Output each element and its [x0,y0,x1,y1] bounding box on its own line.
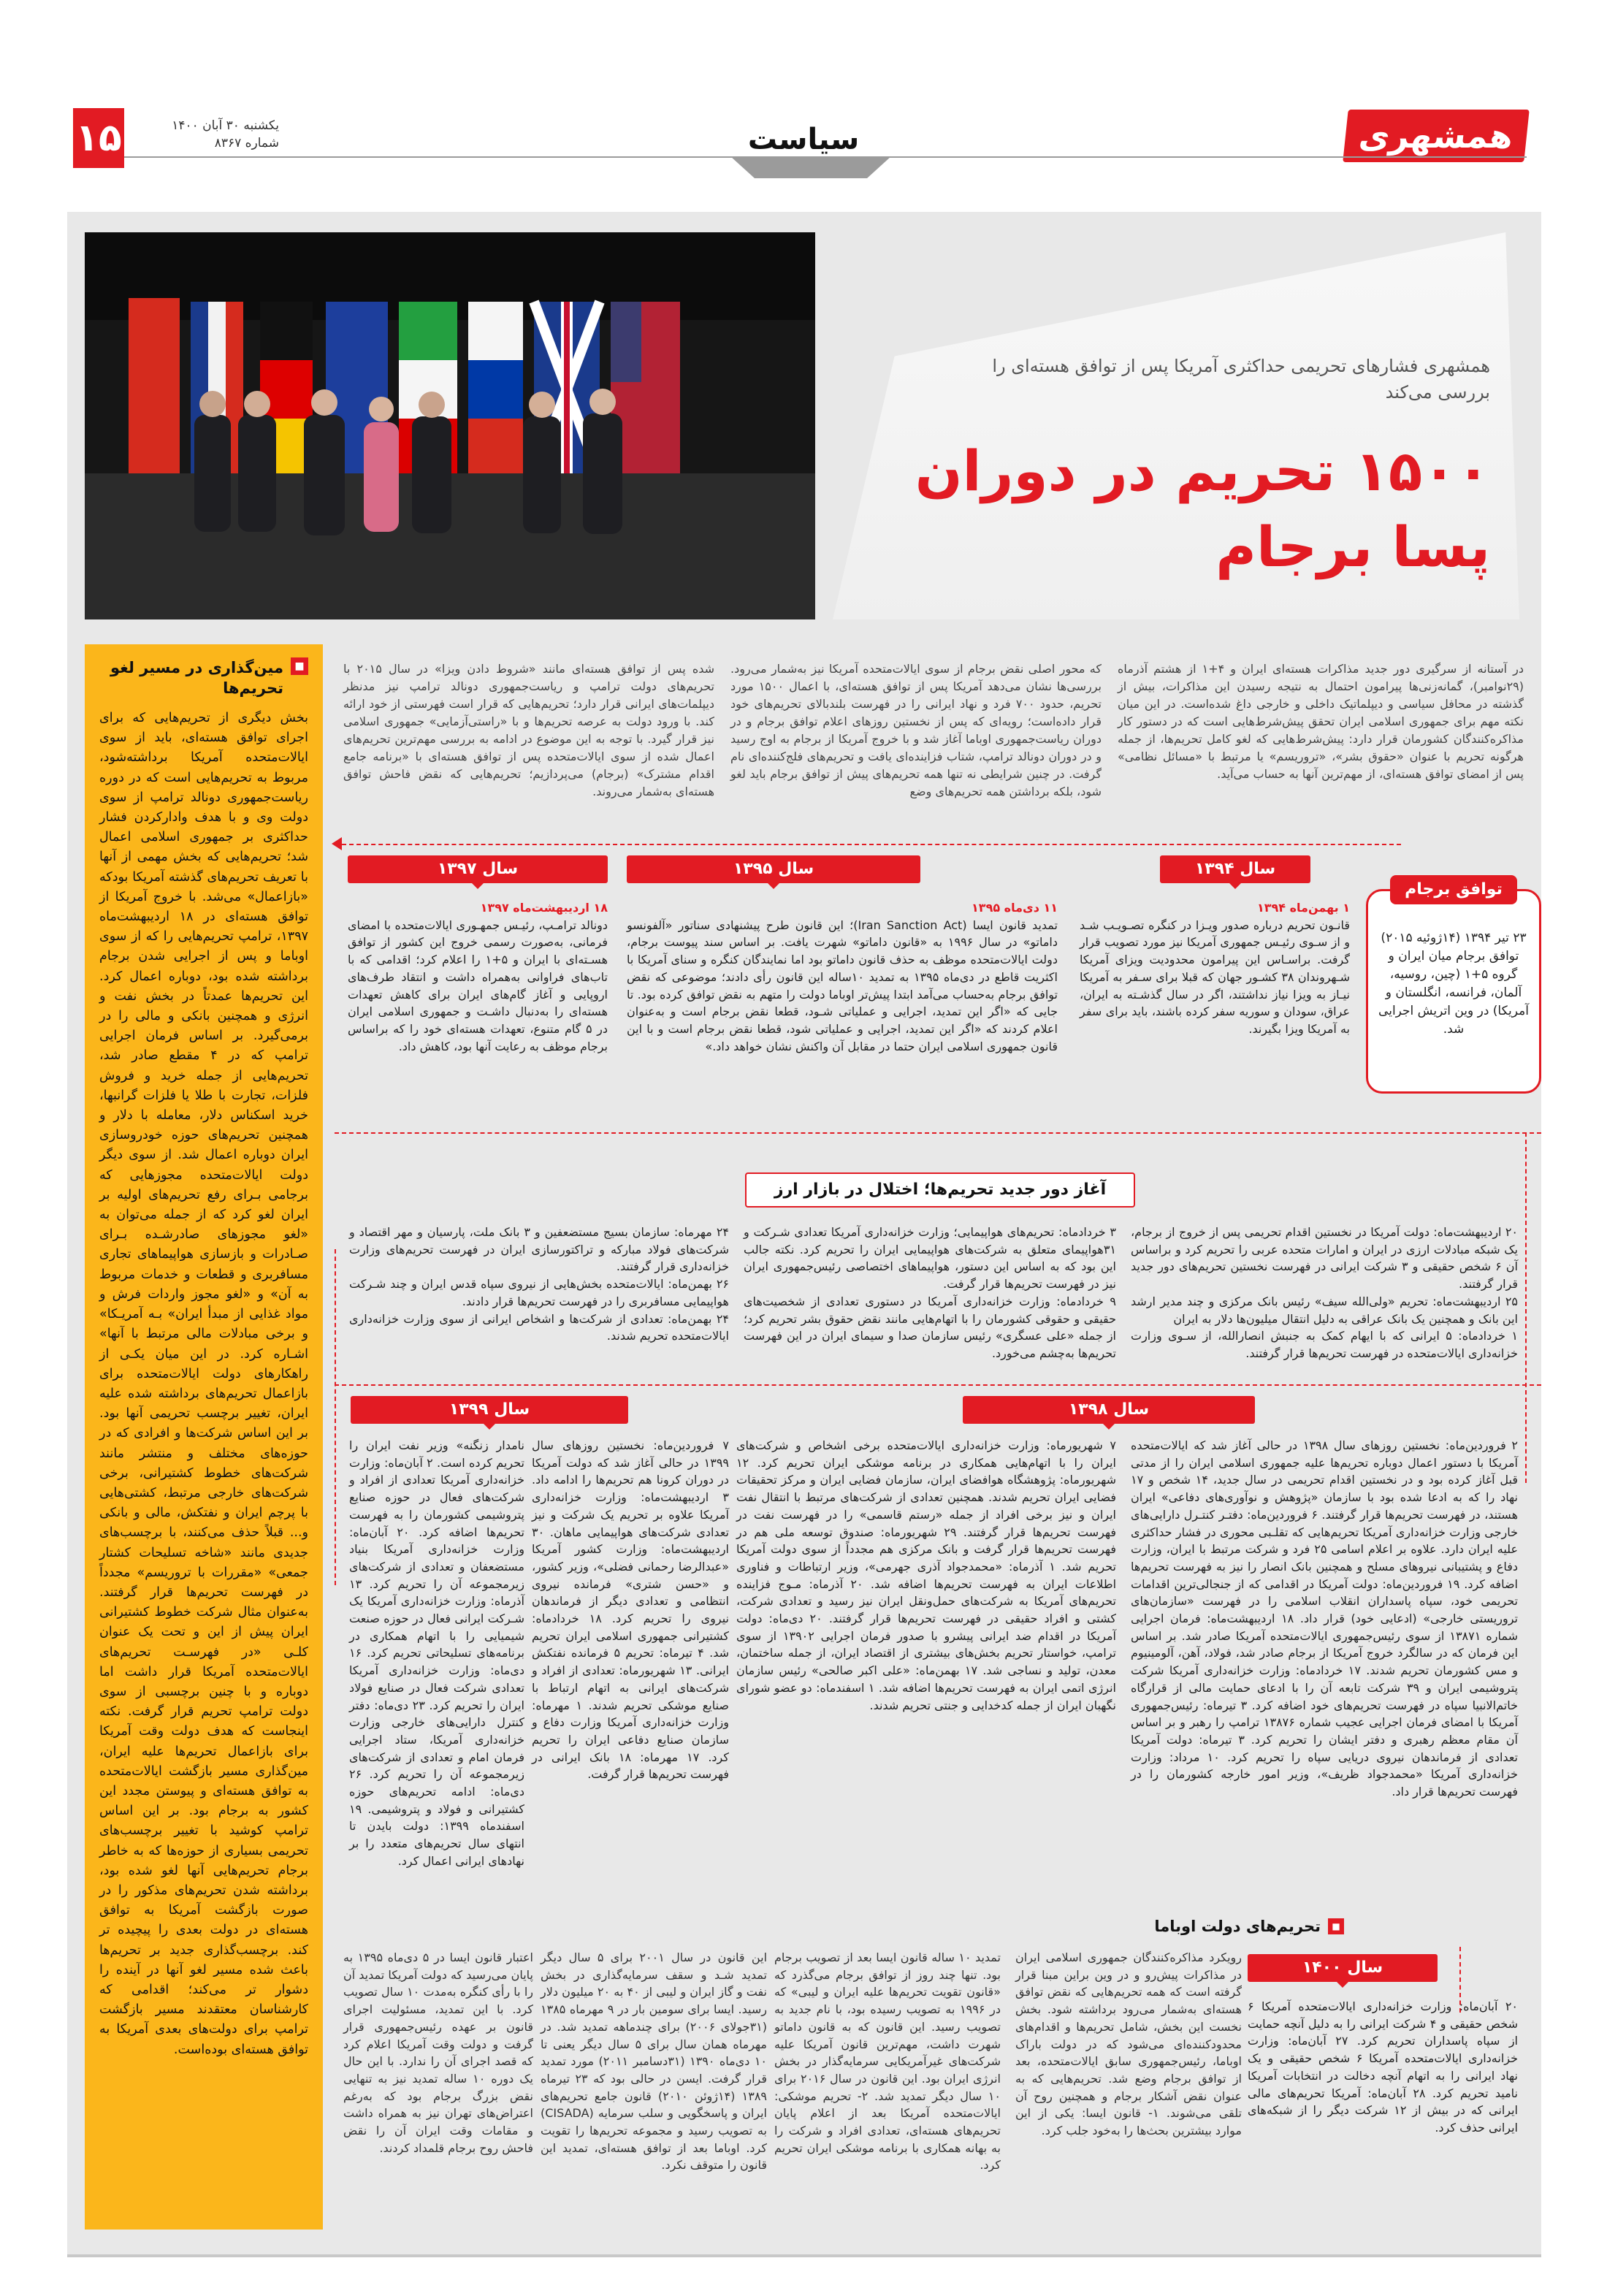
sidebar-body: بخش دیگری از تحریم‌هایی که برای اجرای توافق هسته‌ای، باید از سوی ایالات‌متحده آمریکا برداشته‌شود، مربوط به تحریم‌هایی است که در دوره ریاست‌جمهوری دونالد ترامپ از سوی دولت وی و با هدف وادارکردن فشار حداکثری بر جمهوری اسلامی اعمال شد؛ تحریم‌هایی که بخش مهمی از آنها با تعریف تحریم‌های گذشته آمریکا بودکه «بازاعمال» می‌شد. با خروج آمریکا از توافق هسته‌ای در ۱۸ اردیبهشت‌ماه ۱۳۹۷، ترامپ تحریم‌هایی را که از سوی اوباما و پس از اجرایی شدن برجام برداشته شده بود، دوباره اعمال کرد. این تحریم‌ها عمدتاً در بخش نفت و انرژی و همچنین بانکی و مالی را در برمی‌گیرد. بر اساس فرمان اجرایی ترامپ که در ۴ مقطع صادر شد، تحریم‌هایی از جمله خرید و فروش فلزات، تجارت با طلا یا فلزات گرانبها، خرید اسکناس دلار، معامله با دلار و همچنین تحریم‌های حوزه خودروسازی ایران دوباره اعمال شد. از سوی دیگر دولت ایالات‌متحده مجوزهایی که برجامی بـرای رفع تحریم‌های اولیه بر ایران لغو کرد که از جمله می‌توان به «لغو مجوزهای صادرشـده بـرای صـادرات و بازسازی هواپیماهای تجاری مسافربری و قطعات و خدمات مربوط به آن» و «لغو مجوز واردات فرش و مواد غذایی از مبدأ ایران» بـه آمریـکا» و برخی مبادلات مالی مرتبط با آنها» اشـاره کرد. در این میان یکـی از راهکارهای دولت ایالات‌متحده برای بازاعمال تحریم‌های برداشته شده علیه ایران، تغییر برچسب تحریمی آنها بود. بر این اساس شرکت‌ها و افرادی که در حوزه‌های مختلف و منتشر مانند شرکت‌های خطوط کشتیرانی، برخی شرکت‌های خارجی مرتبط، کشتی‌هایی با پرچم ایران و نفتکش، مالی و بانکی و... قبلاً حذف می‌کنند، با برچسب‌های جدیدی مانند «شاخه تسلیحات کشتار جمعی» «مقررات با تروریسم» مجدداً در فهرست تحریم‌ها قرار گرفتند. به‌عنوان مثال شرکت خطوط کشتیرانی ایران پیش از این و تحت یک عنوان کلـی «در فهرسـت تحریم‌های ایالات‌متحده آمریکا قرار داشت اما دوباره و با چنین برچسبی از سوی دولت ترامپ تحریم قرار گرفت. نکته اینجاست که هدف دولت وقت آمریکا برای بازاعمال تحریم‌ها علیه ایران، مین‌گذاری مسیر بازگشت ایالات‌متحده به توافق هسته‌ای و پیوستن مجدد این کشور به برجام بود. بر این اساس ترامپ کوشید با تغییر برچسب‌های تحریمی بسیاری از حوزه‌ها که به خاطر برجام تحریم‌هایی آنها لغو شده بود، برداشته شدن تحریم‌های مذکور را در صورت بازگشت آمریکا به توافق هسته‌ای در دولت بعدی را پیچیده تر کند. برچسب‌گذاری جدید بر تحریم‌ها باعث شده مسیر لغو آنها در آینده را دشوار تر می‌کند؛ اقدامی که کارشناسان معتقدند مسیر بازگشت ترامپ برای دولت‌های بعدی آمریکا به توافق هسته‌ای بوده‌است. [99,711,308,2057]
timeline [335,844,1541,2135]
lead-column-2: که محور اصلی نقض برجام از سوی ایالات‌متحده آمریکا نیز به‌شمار می‌رود. بررسی‌ها نشان می‌دهد آمریکا پس از توافق هسته‌ای، با اعمال ۱۵۰۰ مورد تحریم، حدود ۷۰۰ فرد و نهاد ایرانی را در فهرست بلندبالای تحریم‌های خود قرار داده‌است؛ رویه‌ای که پس از نخستین روزهای اعلام توافق برجام و در دوران ریاست‌جمهوری اوباما آغاز شد و با خروج آمریکا از برجام به اوج رسید و در دوران دونالد ترامپ، شتاب فزاینده‌ای یافت و تحریم‌های فلج‌کننده‌ای نام گرفت. در چنین شرایطی نه تنها همه تحریم‌های پیش از توافق برجام باید لغو شود، بلکه برداشتن همه تحریم‌های وضع [730,662,1102,798]
obama-column-4: اعتبار قانون ایسا در ۵ دی‌ماه ۱۳۹۵ به پایان می‌رسید که دولت آمریکا تمدید آن را با رأی کنگره به‌مدت ۱۰ سال تصویب کرد. با این تمدید، مسئولیت اجرای قانون بر عهده رئیس‌جمهوری قرار گرفت و دولت وقت آمریکا اعلام کرد که قصد اجرای آن را ندارد. با این حال یک دوره ۱۰ ساله تمدید نیز به تنهایی نقض بزرگ برجام بود که به‌رغم اعتراض‌های تهران نیز به همراه داشت و مقامات وقت ایران آن را نقض فاحش روح برجام قلمداد کردند. [343,1950,534,2155]
entry-1394-text: قانـون تحریم درباره صدور ویـزا در کنگره تصـویـب شـد و از سـوی رئیـس جمهوری آمریکا نیز مورد تصویب قرار گرفت. براسـاس این پیرامون محدودیت ویزای آمریکا شـهروندان ۳۸ کشـور جهان که قبلا برای سـفر به آمریکا نیـاز به ویزا نیاز نداشتند، اگر در سال گذشـته به ایران، عراق، سودان و سوریه سفر کرده باشند، باید برای سفر به آمریکا ویزا بگیرند. [1080,918,1351,1036]
entry-1395-date: ۱۱ دی‌ماه ۱۳۹۵ [972,901,1058,915]
entry-1395 [627,899,1058,1118]
year-badge-1395: سال ۱۳۹۵ [627,855,920,883]
issue-number: شماره ۸۳۶۷ [214,136,279,150]
era-entry: ۲۴ بهمن‌ماه: تعدادی از شرکت‌ها و اشخاص ایرانی از سوی وزارت خزانه‌داری ایالات‌متحده تحریم شدند. [349,1311,729,1343]
entries-1398-left: ۷ شهریورماه: وزارت خزانه‌داری ایالات‌متحده برخی اشخاص و شرکت‌های ایران را با اتهام‌هایی همکاری در برنامه موشکی ایران تحریم کرد. ۱۲ شهریورماه: پژوهشگاه هوافضای ایران، سازمان فضایی ایران و مرکز تحقیقات فضایی ایران تحریم شدند. همچنین تعدادی از شرکت‌های مرتبط با انتقال نفت ایران و نیز برخی افراد از جمله «رستم قاسمی» را در فهرست نفت در فهرست تحریم‌ها قرار گرفتند. ۲۹ شهریورماه: صندوق توسعه ملی هم در فهرست تحریم‌ها قرار گرفت و بانک مرکزی هم مجدداً از سوی دولت آمریکا تحریم شد. ۱ آذرماه: «محمدجواد آذری جهرمی»، وزیر ارتباطات و فناوری اطلاعات ایران به فهرست تحریم‌ها اضافه شد. ۲۰ آذرماه: مـوج فزاینده تحریم‌های آمریکا به شرکت‌های حمل‌ونقل ایران نیز رسید و تعدادی شرکت، کشتی و افراد حقیقی در فهرست تحریم‌ها قرار گرفتند. ۲۰ دی‌ماه: دولت آمریکا در اقدام ضد ایرانی پیشرو با صدور فرمان اجرایی ۱۳۹۰۲ از سوی ترامپ، خواستار تحریم بخش‌های بیشتری از اقتصاد ایران، از جمله ساختمان، معدن، تولید و نساجی شد. ۱۷ بهمن‌ماه: «علی اکبر صالحی» رئیس سازمان انرژی اتمی ایران به فهرست تحریم‌ها اضافه شد. ۱ اسفندماه: دو عضو شورای نگهبان ایران از جمله کدخدایی و جنتی تحریم شدند. [736,1438,1117,1712]
agreement-text: ۲۳ تیر ۱۳۹۴ (۱۴ژوئیه ۲۰۱۵) توافق برجام میان ایران و گروه ۵+۱ (چین، روسیه، آلمان، فرانسه، انگلستان و آمریکا) در وین اتریش اجرایی شد. [1378,931,1529,1037]
page-number: ۱۵ [73,108,124,168]
masthead-logo: همشهری [1343,110,1530,162]
flag-russia-icon [468,302,523,477]
headline-block [833,232,1519,619]
obama-section-heading [1052,1918,1344,1935]
timeline-connector [335,844,1401,845]
timeline-connector [335,1132,1541,1134]
agreement-box [1366,880,1541,1094]
year-badge-1400: سال ۱۴۰۰ [1248,1954,1438,1982]
entry-1394 [1080,899,1350,1118]
section-marker-icon: ■ [291,657,308,675]
entry-1397-text: دونالد ترامـپ، رئیـس جمهـوری ایالات‌متحده با امضای فرمانی، به‌صورت رسمی خروج این کشور از توافق هسـته‌ای با ایران و ۵+۱ را اعلام کرد؛ اقدامی که با تاب‌های فراوانی به‌همراه داشت و انتقاد طرف‌های اروپایی و آغاز گام‌های ایران برای کاهش تعهدات هسته‌ای را به‌دنبال داشـت و جمهوری اسلامی ایران در ۵ گام متنوع، تعهدات هسته‌ای خود را که براساس برجام موظف به رعایت آنها بود، کاهش داد. [348,918,608,1053]
section-tab [730,156,891,178]
era-entry: ۲۰ اردیبهشت‌ماه: دولت آمریکا در نخستین اقدام تحریمی پس از خروج از برجام، یک شبکه مبادلات ارزی در ایران و امارات متحده عربی را تحریم کرد و براساس آن ۶ شخص حقیقی و ۳ شرکت ایرانی در فهرست نخستین تحریم‌های دور جدید قرار گرفتند. [1131,1225,1519,1292]
section-marker-icon: ■ [1328,1918,1344,1934]
timeline-connector [335,1384,1541,1386]
entry-1397 [348,899,608,1118]
date-block [133,117,279,152]
lead-column-1: در آستانه از سرگیری دور جدید مذاکرات هسته‌ای ایران و ۴+۱ از هشتم آذرماه (۲۹نوامبر)، گمانه‌زنی‌ها پیرامون احتمال به نتیجه رسیدن این مذاکرات، بیش از گذشته در محافل سیاسی و دیپلماتیک داخلی و خارجی داغ شده‌است. در این میان نکته مهم برای جمهوری اسلامی ایران تحقق پیش‌شرط‌هایی است که در دستور کار مذاکره‌کنندگان کشورمان قرار دارد: پیش‌شرط‌هایی که لغو کامل تحریم‌ها، از جمله هرگونه تحریم با عنوان «حقوق بشر»، «تروریسم» یا مرتبط با «مسائل نظامی» پس از امضای توافق هسته‌ای، از مهم‌ترین آنها به حساب می‌آید. [1118,662,1524,781]
era-entry: ۱ خردادماه: ۵ ایرانی که با ایهام کمک به جنبش انصارالله، از سـوی وزارت خزانه‌داری ایالات‌متحده در فهرست تحریم‌ها قرار گرفتند. [1131,1329,1518,1360]
entries-1399-right: ۷ فروردین‌ماه: نخستین روزهای سال ۱۳۹۹ در حالی آغاز شد که دولت آمریکا در دوران کرونا هم تحریم‌ها را ادامه داد. ۳ اردیبهشت‌ماه: وزارت خزانه‌داری آمریکا علاوه بر تحریم یک شرکت و نیز تعدادی شرکت‌های هواپیمایی ماهان. ۳۰ اردیبهشت‌ماه: وزارت کشور آمریکا «عبدالرضا رحمانی فضلی»، وزیر کشور، و «حسن شتری» فرمانده نیروی انتظامی و تعدادی دیگر از فرماندهان نیروی را تحریم کرد. ۱۸ خردادماه: کشتیرانی جمهوری اسلامی ایران تحریم شد. ۴ تیرماه: تحریم ۵ فرمانده نفتکش ایرانی. ۱۳ شهریورماه: تعدادی از افراد و شرکت‌های ایرانی به اتهام ارتباط با صنایع موشکی تحریم شدند. ۱ مهرماه: وزارت خزانه‌داری آمریکا وزارت دفاع و سازمان صنایع دفاعی ایران را تحریم کرد. ۱۷ مهرماه: ۱۸ بانک ایرانی در فهرست تحریم‌ها قرار گرفت. [532,1438,730,1782]
sidebar-title: مین‌گذاری در مسیر لغو تحریم‌ها [110,659,283,697]
era-left-column [349,1224,729,1370]
obama-column-3: این قانون در سال ۲۰۰۱ برای ۵ سال دیگر تمدید شـد و سقف سرمایه‌گذاری در بخش نفت و گاز ایران و لیبی از ۴۰ به ۲۰ میلیون دلار رسید. ایسا برای سومین بار در ۹ مهرماه ۱۳۸۵ (۳۱جولای ۲۰۰۶) برای چندماهه تمدید شد. در مهرماه همان سال برای ۵ سال دیگر یعنی تا ۱۰ دی‌ماه ۱۳۹۰ (۳۱دسامبر ۲۰۱۱) مورد تمدید قرار گرفت. ایسن در حالی بود که ۲۳ تیرماه ۱۳۸۹ (۱۴ژوئن ۲۰۱۰) قانون جامع تحریم‌های ایران و پاسخگویی و سلب سرمایه (CISADA) به تصویب رسید و مجموعه تحریم‌ها را تقویت کرد. اوباما بعد از توافق هسته‌ای، تمدید این قانون را متوقف نکرد. [541,1950,768,2173]
bottom-divider [67,2254,1541,2257]
timeline-connector [1525,1132,1527,1483]
obama-column-2: تمدید ۱۰ ساله قانون ایسا بعد از تصویب برجام بود. تنها چند روز از توافق برجام می‌گذرد که «قانون تقویت تحریم‌ها علیه ایران و لیبی» که در ۱۹۹۶ به تصویب رسیده بود، با نام جدید به تصویب رسید. این قانون که به قانون داماتو شهرت داشت، مهم‌ترین قانون آمریکا علیه شرکت‌های غیرآمریکایی سرمایه‌گذار در بخش انرژی ایران بود. این قانون در سال ۲۰۱۶ برای ۱۰ سال دیگر تمدید شد. ۲- تحریم موشکی: ایالات‌متحده آمریکا بعد از اعلام پایان تحریم‌های هسته‌ای، تعدادی افراد و شرکت را به بهانه همکاری با برنامه موشکی ایران تحریم کرد. [774,1950,1001,2173]
obama-section-title: تحریم‌های دولت اوباما [1154,1918,1321,1935]
lead-column-3: شده پس از توافق هسته‌ای مانند «شروط دادن ویزا» در سال ۲۰۱۵ با تحریم‌های دولت ترامپ و ریاست‌جمهوری دونالد ترامپ نیز مدنظر دیپلمات‌های ایرانی قرار دارد؛ تحریم‌هایی که قرار است فهرستی از خود ارائه کند. با ورود دولت به عرصه تحریم‌ها و با «راستی‌آزمایی» جمهوری اسلامی نیز قرار گیرد. با توجه به این موضوع در ادامه به بررسی مهم‌ترین تحریم‌های اعمال شده از سوی ایالات‌متحده پس از توافق هسته‌ای با «برنامه جامع اقدام مشترک» (برجام) می‌پردازیم؛ تحریم‌هایی که نقض فاحش توافق هسته‌ای به‌شمار می‌روند. [343,662,715,798]
sidebar-heading [99,657,308,698]
flag-china-icon [129,298,180,473]
era-entry: ۳ خردادماه: تحریم‌های هواپیمایی؛ وزارت خزانه‌داری آمریکا تعدادی شـرکت و ۳۱هواپیمای متعلق به شرکت‌های هواپیمایی ایران را تحریم کرد. نکته جالب این بود که به اساس این دستور، هواپیماهای اختصاصی رئیس‌جمهوری ایران نیز در فهرست تحریم‌ها قرار گرفت. [744,1225,1116,1292]
year-badge-1399: سال ۱۳۹۹ [351,1396,628,1424]
section-title: سیاست [747,123,860,156]
era-right-column [1131,1224,1518,1370]
headline-title: ۱۵۰۰ تحریم در دوران پسا برجام [915,438,1490,579]
headline-kicker: همشهری فشارهای تحریمی حداکثری آمریکا پس از توافق هسته‌ای را بررسی می‌کند [992,356,1490,403]
entry-1397-date: ۱۸ اردیبهشت‌ماه ۱۳۹۷ [480,901,608,915]
entry-1394-date: ۱ بهمن‌ماه ۱۳۹۴ [1256,901,1350,915]
arrow-left-icon [332,837,342,850]
entries-1398-right: ۲ فروردین‌ماه: نخستین روزهای سال ۱۳۹۸ در حالی آغاز شد که ایالات‌متحده آمریکا با دستور اعمال دوباره تحریم‌ها علیه جمهوری اسلامی ایران را از مدتی قبل آغاز کرده بود و در نخستین اقدام تحریمی در سال جدید، ۱۴ شخص و ۱۷ نهاد را که به ادعا شده بود با سازمان «پژوهش و نوآوری‌های دفاعی» ایران هستند، در فهرست تحریم‌ها قرار گرفتند. ۶ فروردین‌ماه: دفتـر کنتـرل دارایی‌های خارجی وزارت خزانه‌داری آمریکا تحریم‌هایی که تقلـبی محوری در فشار حداکثری علیه ایران دارد. علاوه بر اعلام اسامی ۲۵ فرد و شرکت مرتبط با ایران، وزارت دفاع و پشتیبانی نیروهای مسلح و همچنین بانک انصار را نیز به فهرست تحریم‌ها اضافه کرد. ۱۹ فروردین‌ماه: دولت آمریکا در اقدامی که از جنجالی‌ترین اقدامات تحریمی خود، سپاه پاسداران انقلاب اسلامی را در فهرست «سازمان‌های تروریستی خارجی» (ادعایی خود) قرار داد. ۱۸ اردیبهشت‌ماه: فرمان اجرایی شماره ۱۳۸۷۱ از سوی رئیس‌جمهوری ایالات‌متحده آمریکا صادر شد. بر اساس این فرمان که در سالگرد خروج آمریکا از برجام صادر شد، فولاد، آهن، آلومینیوم و مس کشورمان تحریم شدند. ۱۷ خردادماه: وزارت خزانه‌داری آمریکا شرکت پتروشیمی ایران و ۳۹ شرکت تابعه آن را با ادعای حمایت مالی از قرارگاه خاتم‌الانبیا سپاه در فهرست تحریم‌های خود اضافه کرد. ۳ تیرماه: رئیس‌جمهوری آمریکا با امضای فرمان اجرایی عجیب شماره ۱۳۸۷۶ ترامپ را رهبر و بر اساس آن مقام معظم رهبری و دفتر ایشان را تحریم کرد. ۳ تیرماه: دولت آمریکا تعدادی از فرماندهان نیروی دریایی سپاه را تحریم کرد. ۱۰ مرداد: وزارت خزانه‌داری آمریکا «محمدجواد ظریف»، وزیر امور خارجه کشورمان را در فهرست تحریم‌ها قرار داد. [1131,1438,1519,1799]
news-photo [85,232,815,619]
era-entry: ۲۴ مهرماه: سازمان بسیج مستضعفین و ۳ بانک ملت، پارسیان و مهر اقتصاد و شرکت‌های فولاد مبارکه و تراکتورسازی ایران در فهرست تحریم‌های وزارت خزانه‌داری قرار گرفتند. [349,1225,730,1274]
year-badge-1398: سال ۱۳۹۸ [963,1396,1255,1424]
entry-1395-text: تمدید قانون ایسا (Iran Sanction Act)؛ این قانون طرح پیشنهادی سناتور «آلفونسو داماتو» در سال ۱۹۹۶ به «قانون داماتو» شهرت یافت. بر اساس سند پیوست برجام، دولت ایالات‌متحده موظف به حذف قانون داماتو بود اما نمایندگان کنگره و سنای آمریکا با اکثریت قاطع در دی‌ماه ۱۳۹۵ به تمدید ۱۰ساله این قانون رأی دادند؛ موضوعی که نقض توافق برجام به‌حساب می‌آمد ابتدا پیش‌تر اوباما دولت را متهم به نقض توافق کرده بود. تا جایی که «اگر این تمدید، اجرایی و عملیاتی شـود، قطعا نقض برجام است و به‌عنوان اعلام کردند که «اگر این تمدید، اجرایی و عملیاتی شود، قطعا نقض برجام است و با این قانون جمهوری اسلامی ایران حتما در مقابل آن واکنش نشان خواهد داد.» [627,918,1058,1053]
entries-1399-left: نامدار زنگنه» وزیر نفت ایران را تحریم کرده است. ۲ آبان‌ماه: وزارت خزانه‌داری آمریکا تعدادی از افراد و شرکت‌های فعال در حوزه صنایع پتروشیمی کشورمان را به فهرست تحریم‌ها اضافه کرد. ۲۰ آبان‌ماه: وزارت خزانه‌داری آمریکا بنیاد مستضعفان و تعدادی از شرکت‌های زیرمجموعه آن را تحریم کرد. ۱۳ آذرماه: وزارت خزانه‌داری آمریکا یک شـرکت ایرانی فعال در حوزه صنعت شیمیایی را با اتهام همکاری در برنامه‌های تسلیحاتی تحریم کرد. ۱۶ دی‌ماه: وزارت خزانه‌داری آمریکا تعدادی شرکت فعال در صنایع فولاد ایران را تحریم کرد. ۲۳ دی‌ماه: دفتر کنترل دارایی‌های خارجی وزارت خزانه‌داری آمریکا، ستاد اجرایی فرمان امام و تعدادی از شرکت‌های زیرمجموعه آن را تحریم کرد. ۲۶ دی‌ماه: ادامه تحریم‌های حوزه کشتیرانی و فولاد و پتروشیمی. ۱۹ اسفندماه ۱۳۹۹: دولت بایدن تا انتهای سال تحریم‌های متعدد را بر نهادهای ایرانی اعمال کرد. [349,1438,525,1868]
entries-1400: ۲۰ آبان‌ماه: وزارت خزانه‌داری ایالات‌متحده آمریکا ۶ شخص حقیقی و ۴ شرکت ایرانی را به دلیل آنچه حمایت از سپاه پاسداران تحریم کرد. ۲۷ آبان‌ماه: وزارت خزانه‌داری ایالات‌متحده آمریکا ۶ شخص حقیقی و یک نهاد ایرانی را به اتهام آنچه دخالت در انتخابات آمریکا نامید تحریم کرد. ۲۸ آبان‌ماه: آمریکا تحریم‌های مالی ایرانی که در بیش از ۱۲ شرکت دیگر را از شبکه‌های ایرانی حذف کرد. [1248,1999,1519,2135]
sidebar-box [85,644,323,2230]
era-entry: ۲۵ اردیبهشت‌ماه: تحریم «ولی‌الله سیف» رئیس بانک مرکزی و چند مدیر ارشد این بانک و همچنین یک بانک عراقی به دلیل انتقال میلیون‌ها دلار به ایران [1131,1294,1518,1326]
era-entry: ۹ خردادماه: وزارت خزانه‌داری آمریکا در دستوری تعدادی از شخصیت‌های حقیقی و حقوقی کشورمان را با اتهام‌هایی مانند نقض حقوق بشر تحریم کرد؛ از جمله «علی عسگری» رئیس سازمان صدا و سیمای ایران در این فهرست تحریم‌ها به‌چشم می‌خورد. [744,1294,1116,1360]
agreement-title: توافق برجام [1390,875,1517,904]
era-middle-column [744,1224,1116,1370]
obama-column-1: رویکرد مذاکره‌کنندگان جمهوری اسلامی ایران در مذاکرات پیش‌رو و در وین براین مبنا قرار گرفته است که همه تحریم‌هایی که نقض توافق هسته‌ای به‌شمار می‌رود برداشته شود. بخش نخست این بخش، شامل تحریم‌ها و اقدام‌های محدودکننده‌ای می‌شود که در دولت باراک اوباما، رئیس‌جمهوری سابق ایالات‌متحده، بعد از توافق برجام وضع شد. تحریم‌هایی که به عنوان نقض آشکار برجام و همچنین روح آن تلقی می‌شوند. ۱- قانون ایسا: یکی از این موارد بیشترین بحث‌ها را به‌خود جلب کرد. [1015,1950,1242,2138]
year-badge-1394: سال ۱۳۹۴ [1160,855,1310,883]
year-badge-1397: سال ۱۳۹۷ [348,855,608,883]
timeline-connector [335,1249,336,1585]
era-entry: ۲۶ بهمن‌ماه: ایالات‌متحده بخش‌هایی از نیروی سپاه قدس ایران و چند شـرکت هواپیمایی مسافربری را در فهرست تحریم‌ها قرار دادند. [349,1277,729,1308]
negotiators-photo-illustration [85,232,815,619]
era-banner: آغاز دور جدید تحریم‌ها؛ اختلال در بازار ارز [745,1172,1135,1208]
issue-date: یکشنبه ۳۰ آبان ۱۴۰۰ [172,118,279,133]
